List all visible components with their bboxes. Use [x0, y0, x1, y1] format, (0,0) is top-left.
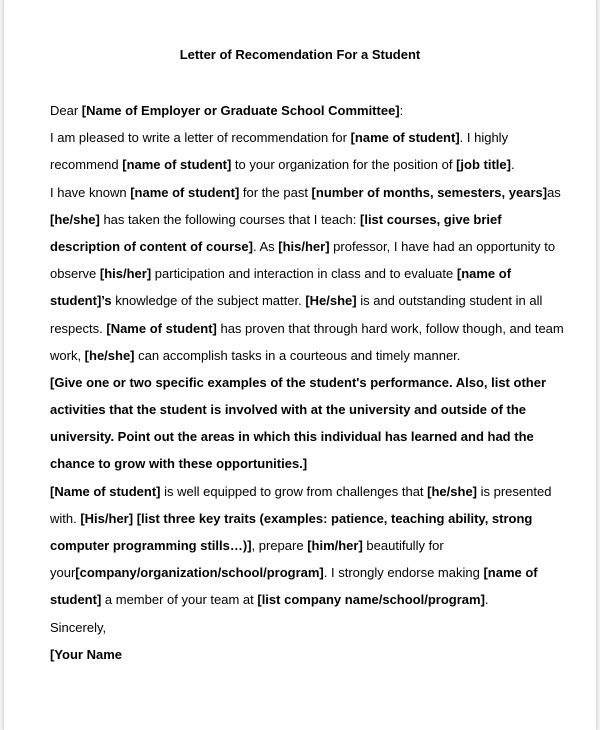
placeholder-text: [his/her] [99, 266, 152, 282]
body-text: professor, I have had an opportunity to [329, 238, 556, 254]
placeholder-text: [him/her] [307, 538, 363, 553]
body-text: work, [50, 347, 85, 363]
body-text: recommend [50, 157, 123, 173]
body-text: . I highly [459, 130, 509, 146]
placeholder-text: [job title] [456, 157, 511, 173]
placeholder-text: computer programming stills…)] [50, 538, 252, 553]
placeholder-text: [number of months, semesters, years] [311, 184, 548, 200]
letter-line [50, 315, 570, 342]
letter-line [50, 151, 570, 178]
letter-line [50, 478, 570, 505]
placeholder-text: [he/she] [50, 211, 100, 227]
letter-line [50, 97, 570, 124]
body-text: has taken the following courses that I teach: [99, 211, 360, 227]
body-text: with. [50, 510, 81, 526]
body-text: as [547, 184, 561, 200]
letter-line [50, 396, 570, 423]
letter-title: Letter of Recomendation For a Student [179, 47, 421, 62]
body-text: is presented [477, 483, 552, 499]
placeholder-text: [list courses, give brief [360, 211, 502, 227]
placeholder-text: [name of student] [130, 184, 240, 200]
placeholder-text: [name of student] [122, 157, 232, 173]
letter-line [50, 559, 570, 586]
body-text: to your organization for the position of [231, 157, 457, 173]
body-text: for the past [239, 184, 312, 200]
placeholder-text: chance to grow with these opportunities.] [50, 456, 308, 472]
placeholder-text: [he/she] [84, 347, 135, 363]
body-text: a member of your team at [101, 592, 258, 608]
placeholder-text: [Name of student] [106, 320, 217, 336]
body-text: Sincerely, [50, 619, 107, 635]
placeholder-text: [Give one or two specific examples of the student's performance. Also, list other [50, 374, 546, 390]
placeholder-text: [list company name/school/program] [257, 592, 485, 608]
placeholder-text: [list three key traits (examples: patience, teaching ability, strong [136, 510, 533, 526]
letter-line [50, 206, 570, 233]
placeholder-text: [name of [483, 565, 538, 581]
placeholder-text: [company/organization/school/program] [75, 565, 324, 581]
body-text: can accomplish tasks in a courteous and timely manner. [134, 347, 461, 363]
letter-line [50, 641, 570, 668]
letter-line [50, 179, 570, 206]
letter-line [50, 342, 570, 369]
body-text: respects. [50, 320, 107, 336]
body-text: beautifully for [362, 538, 444, 553]
placeholder-text: [His/her] [80, 510, 134, 526]
body-text: your [50, 565, 76, 581]
placeholder-text: [Name of student] [50, 483, 161, 499]
body-text: has proven that through hard work, follow though, and team [216, 320, 564, 336]
letter-line [50, 532, 570, 559]
letter-body [50, 97, 570, 668]
body-text: participation and interaction in class and to evaluate [151, 266, 457, 282]
letter-line [50, 505, 570, 532]
placeholder-text: university. Point out the areas in which this individual has learned and had the [50, 429, 534, 445]
body-text: is well equipped to grow from challenges that [160, 483, 428, 499]
body-text: knowledge of the subject matter. [111, 293, 306, 309]
body-text: is and outstanding student in all [356, 293, 543, 309]
placeholder-text: [name of student] [350, 130, 460, 146]
letter-line [50, 614, 570, 641]
body-text: . [510, 157, 515, 173]
letter-line [50, 423, 570, 450]
letter-line [50, 586, 570, 613]
body-text: , prepare [251, 538, 308, 553]
body-text: I am pleased to write a letter of recommendation for [50, 130, 351, 146]
letter-line [50, 260, 570, 287]
placeholder-text: description of content of course] [50, 238, 253, 254]
placeholder-text: [his/her] [278, 238, 330, 254]
body-text: . [484, 592, 489, 608]
body-text: Dear [50, 103, 82, 118]
placeholder-text: [name of [456, 266, 512, 282]
letter-line [50, 124, 570, 151]
body-text: . I strongly endorse making [323, 565, 484, 581]
body-text: I have known [50, 184, 131, 200]
letter-line [50, 450, 570, 477]
letter-line [50, 233, 570, 260]
placeholder-text: activities that the student is involved with at the university and outside of the [50, 402, 527, 418]
letter-page [4, 0, 596, 730]
placeholder-text: [Your Name [50, 646, 122, 662]
placeholder-text: [Name of Employer or Graduate School Committee] [81, 103, 400, 118]
letter-line [50, 369, 570, 396]
body-text: : [399, 103, 404, 118]
body-text: . As [252, 238, 279, 254]
placeholder-text: student]’s [50, 293, 112, 309]
letter-line [50, 287, 570, 314]
placeholder-text: [he/she] [427, 483, 477, 499]
body-text: observe [50, 266, 100, 282]
placeholder-text: [He/she] [305, 293, 357, 309]
placeholder-text: student] [50, 592, 102, 608]
